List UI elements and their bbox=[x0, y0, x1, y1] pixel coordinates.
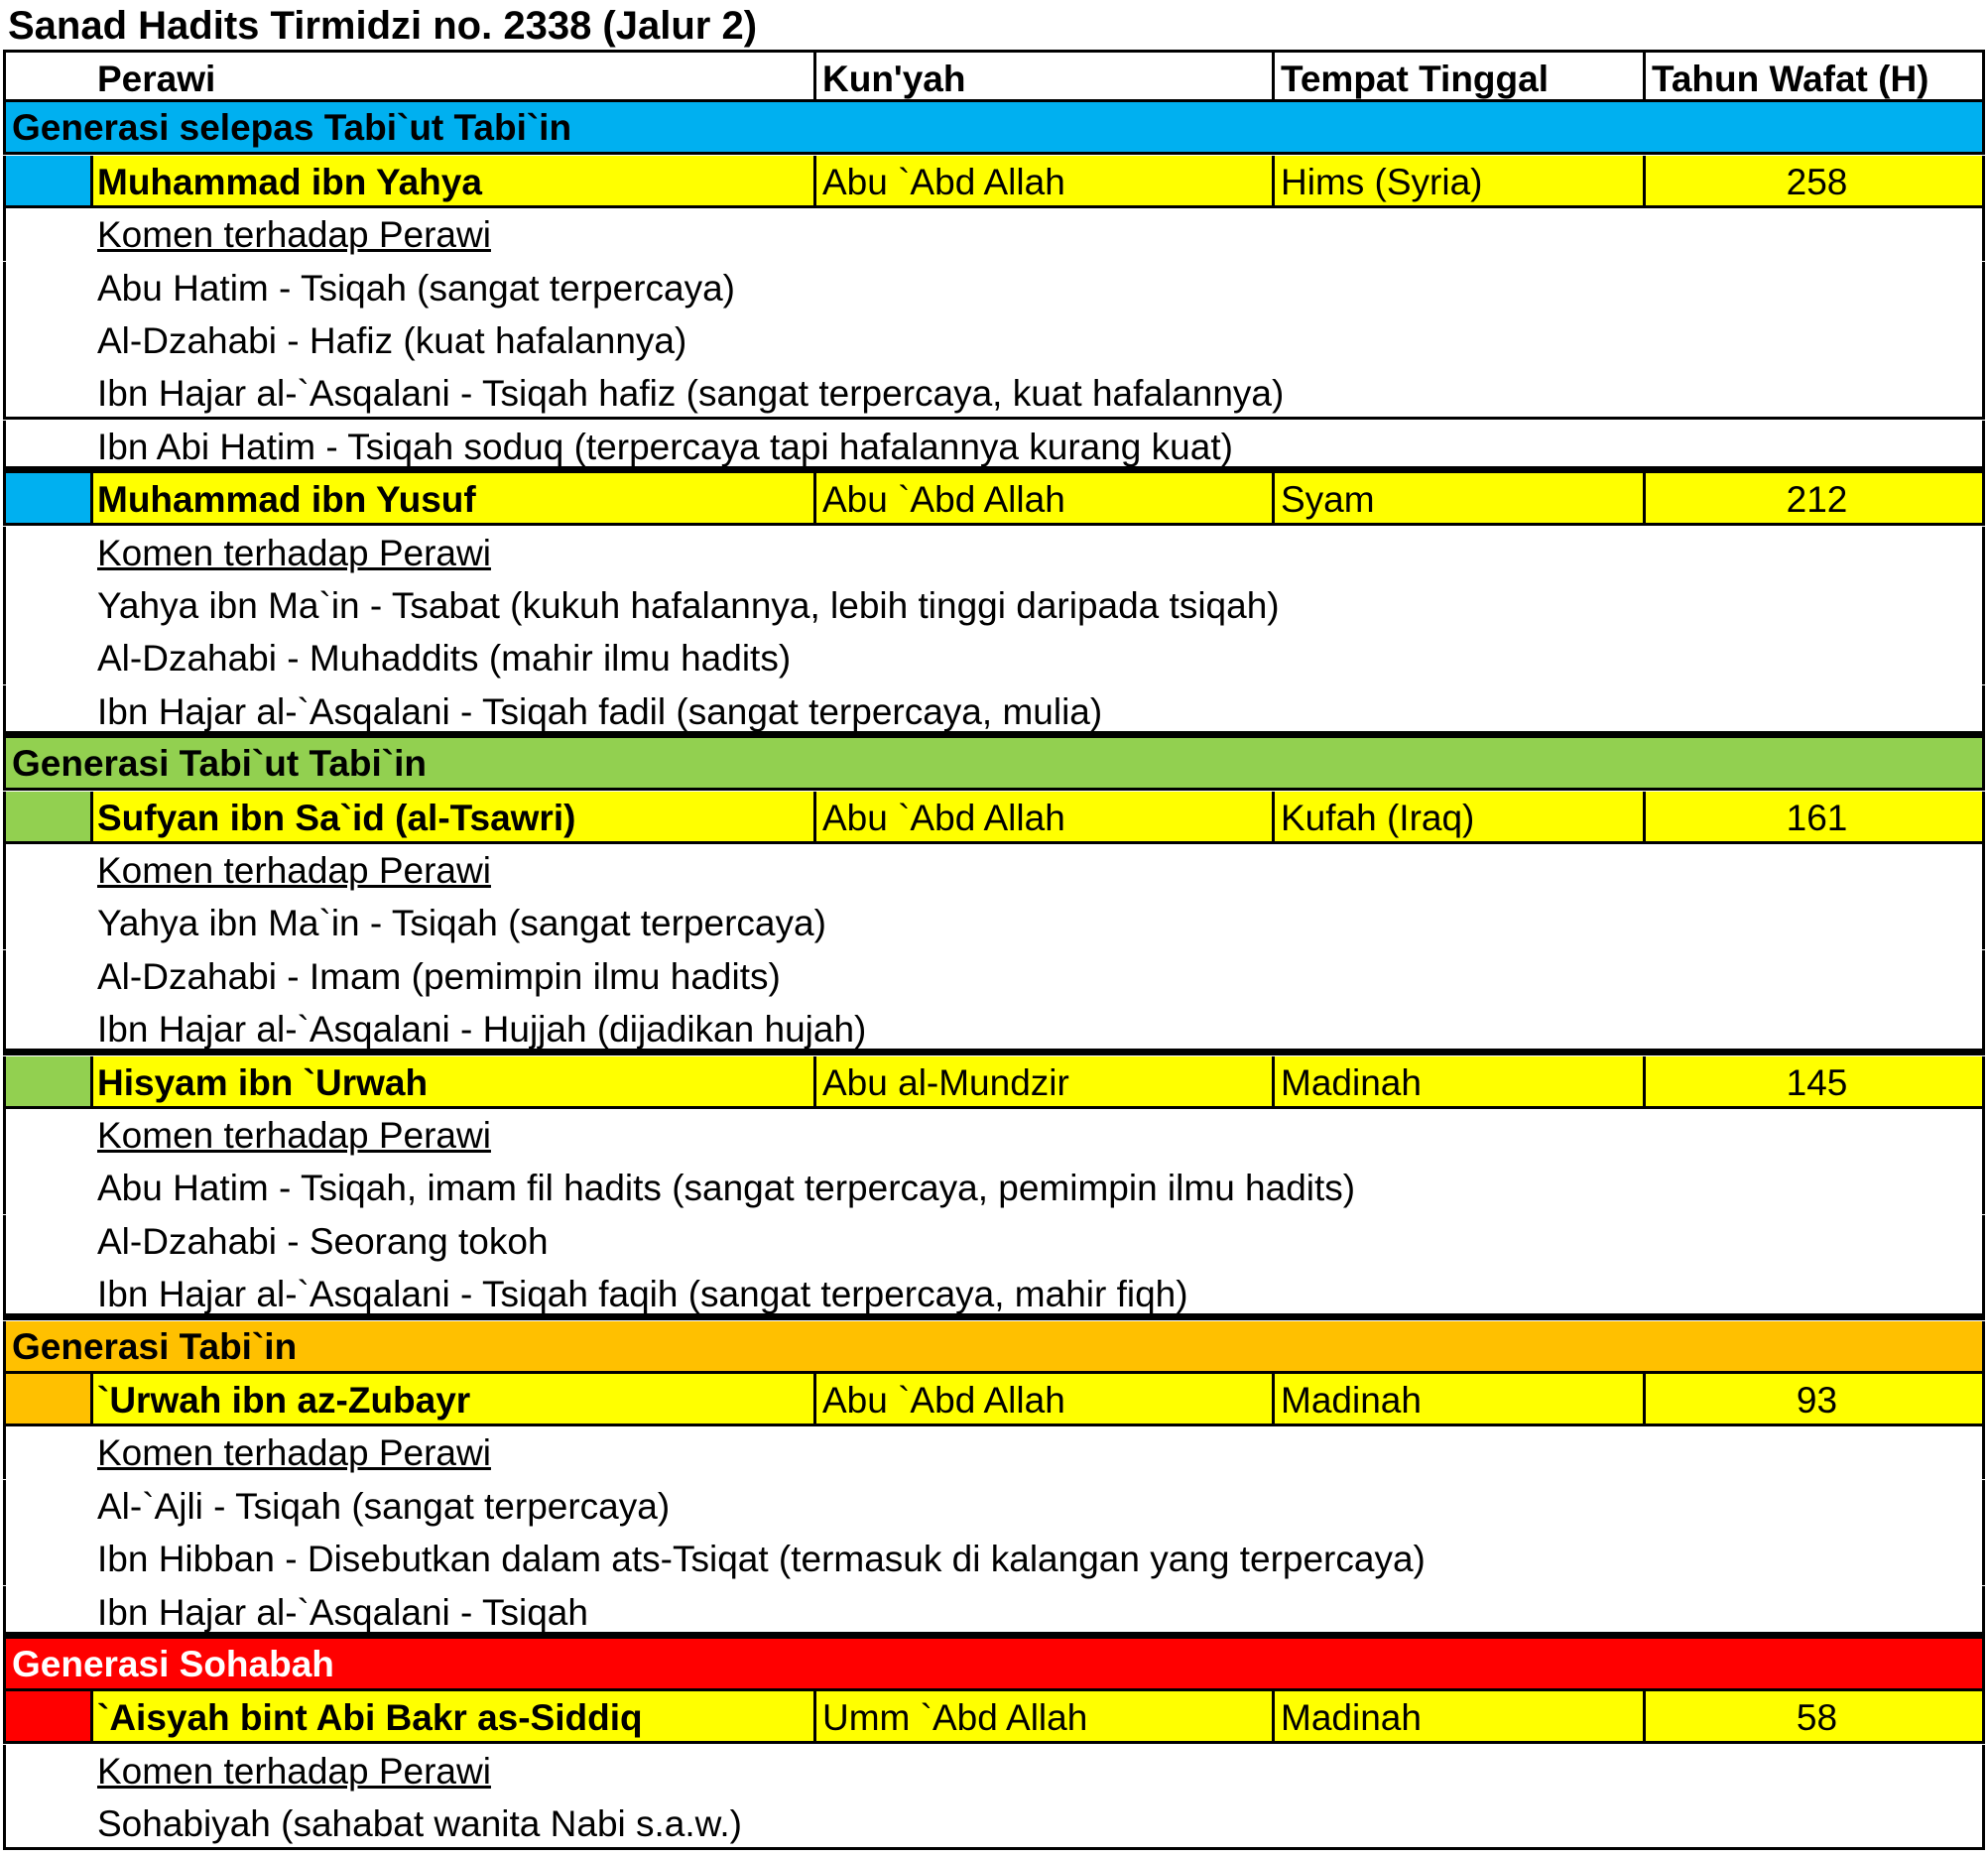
narrator-name: Hisyam ibn `Urwah bbox=[97, 1062, 429, 1103]
comment-text: Al-Dzahabi - Seorang tokoh bbox=[97, 1221, 549, 1262]
comment-heading-row bbox=[3, 1426, 1985, 1479]
narrator-row bbox=[3, 156, 1985, 208]
narrator-name: `Aisyah bint Abi Bakr as-Siddiq bbox=[97, 1697, 643, 1738]
narrator-kunyah: Abu `Abd Allah bbox=[813, 1374, 1272, 1424]
comment-heading-text: Komen terhadap Perawi bbox=[97, 1115, 491, 1156]
comment-row bbox=[3, 1268, 1985, 1320]
narrator-row bbox=[3, 1056, 1985, 1109]
comment-row bbox=[3, 1215, 1985, 1268]
generation-label: Generasi selepas Tabi`ut Tabi`in bbox=[12, 107, 572, 148]
narrator-kunyah: Abu `Abd Allah bbox=[813, 792, 1272, 841]
generation-color-swatch bbox=[6, 1691, 93, 1741]
comment-heading bbox=[93, 1109, 1978, 1162]
narrator-kunyah: Abu `Abd Allah bbox=[813, 156, 1272, 205]
narrator-kunyah: Umm `Abd Allah bbox=[813, 1691, 1272, 1741]
comment-text: Sohabiyah (sahabat wanita Nabi s.a.w.) bbox=[97, 1803, 742, 1844]
narrator-place: Madinah bbox=[1272, 1691, 1643, 1741]
comment-row bbox=[3, 632, 1985, 684]
comment-text: Ibn Hajar al-`Asqalani - Tsiqah hafiz (sangat terpercaya, kuat hafalannya) bbox=[97, 373, 1285, 414]
comment-text: Ibn Hajar al-`Asqalani - Tsiqah fadil (sangat terpercaya, mulia) bbox=[97, 691, 1103, 731]
comment-row bbox=[3, 1162, 1985, 1214]
generation-label: Generasi Tabi`in bbox=[12, 1326, 298, 1367]
comment-text: Al-`Ajli - Tsiqah (sangat terpercaya) bbox=[97, 1486, 671, 1527]
comment-row bbox=[3, 950, 1985, 1003]
page-title: Sanad Hadits Tirmidzi no. 2338 (Jalur 2) bbox=[8, 4, 758, 48]
comment-text: Abu Hatim - Tsiqah, imam fil hadits (sangat terpercaya, pemimpin ilmu hadits) bbox=[97, 1168, 1356, 1208]
comment-text: Al-Dzahabi - Imam (pemimpin ilmu hadits) bbox=[97, 956, 781, 997]
comment-text: Al-Dzahabi - Hafiz (kuat hafalannya) bbox=[97, 320, 687, 361]
comment-text: Abu Hatim - Tsiqah (sangat terpercaya) bbox=[97, 268, 736, 309]
generation-color-swatch bbox=[6, 156, 93, 205]
comment-row bbox=[3, 685, 1985, 738]
generation-label: Generasi Tabi`ut Tabi`in bbox=[12, 743, 428, 784]
generation-color-swatch bbox=[6, 1056, 93, 1106]
comment-text: Ibn Hajar al-`Asqalani - Tsiqah bbox=[97, 1592, 588, 1632]
header-row bbox=[3, 50, 1985, 102]
narrator-death-year: 212 bbox=[1643, 473, 1985, 523]
comment-text: Ibn Abi Hatim - Tsiqah soduq (terpercaya tapi hafalannya kurang kuat) bbox=[97, 427, 1233, 466]
comment-row bbox=[3, 897, 1985, 949]
generation-row bbox=[3, 1321, 1985, 1374]
generation-row bbox=[3, 738, 1985, 791]
comment-row bbox=[3, 1586, 1985, 1639]
narrator-row bbox=[3, 1374, 1985, 1426]
header-kunyah: Kun'yah bbox=[813, 53, 1272, 99]
comment-text: Yahya ibn Ma`in - Tsiqah (sangat terpercaya) bbox=[97, 903, 826, 943]
comment-row bbox=[3, 579, 1985, 632]
comment-text: Yahya ibn Ma`in - Tsabat (kukuh hafalannya, lebih tinggi daripada tsiqah) bbox=[97, 585, 1280, 626]
narrator-name: Muhammad ibn Yusuf bbox=[97, 479, 476, 520]
comment-text: Al-Dzahabi - Muhaddits (mahir ilmu hadits) bbox=[97, 638, 792, 679]
generation-color-swatch bbox=[6, 1374, 93, 1424]
comment-heading-row bbox=[3, 844, 1985, 897]
comment-row bbox=[3, 1533, 1985, 1585]
narrator-place: Madinah bbox=[1272, 1374, 1643, 1424]
narrator-death-year: 161 bbox=[1643, 792, 1985, 841]
comment-row bbox=[3, 262, 1985, 314]
narrator-table bbox=[0, 50, 1988, 1857]
narrator-place: Madinah bbox=[1272, 1056, 1643, 1106]
narrator-row bbox=[3, 1691, 1985, 1744]
comment-heading-row bbox=[3, 527, 1985, 579]
comment-row bbox=[3, 314, 1985, 367]
narrator-death-year: 258 bbox=[1643, 156, 1985, 205]
comment-text: Ibn Hajar al-`Asqalani - Hujjah (dijadikan hujah) bbox=[97, 1009, 867, 1049]
narrator-name: `Urwah ibn az-Zubayr bbox=[97, 1380, 471, 1421]
comment-heading-text: Komen terhadap Perawi bbox=[97, 1751, 491, 1792]
generation-color-swatch bbox=[6, 792, 93, 841]
comment-text: Ibn Hibban - Disebutkan dalam ats-Tsiqat (termasuk di kalangan yang terpercaya) bbox=[97, 1539, 1426, 1579]
narrator-kunyah: Abu `Abd Allah bbox=[813, 473, 1272, 523]
comment-heading-text: Komen terhadap Perawi bbox=[97, 533, 491, 573]
generation-row bbox=[3, 1639, 1985, 1691]
narrator-death-year: 93 bbox=[1643, 1374, 1985, 1424]
narrator-death-year: 145 bbox=[1643, 1056, 1985, 1106]
comment-heading bbox=[93, 844, 1978, 897]
comment-row bbox=[3, 367, 1985, 420]
comment-row bbox=[3, 421, 1985, 473]
comment-heading-text: Komen terhadap Perawi bbox=[97, 1432, 491, 1473]
narrator-row bbox=[3, 792, 1985, 844]
comment-heading-row bbox=[3, 208, 1985, 261]
comment-heading-row bbox=[3, 1109, 1985, 1162]
header-perawi: Perawi bbox=[97, 59, 216, 99]
narrator-kunyah: Abu al-Mundzir bbox=[813, 1056, 1272, 1106]
comment-heading-row bbox=[3, 1745, 1985, 1797]
comment-heading bbox=[93, 527, 1978, 579]
header-tempat-tinggal: Tempat Tinggal bbox=[1272, 53, 1643, 99]
narrator-place: Syam bbox=[1272, 473, 1643, 523]
comment-row bbox=[3, 1003, 1985, 1055]
generation-row bbox=[3, 102, 1985, 155]
generation-label: Generasi Sohabah bbox=[12, 1644, 334, 1684]
comment-heading bbox=[93, 1426, 1978, 1479]
comment-row bbox=[3, 1797, 1985, 1850]
comment-heading bbox=[93, 208, 1978, 261]
narrator-row bbox=[3, 473, 1985, 526]
comment-row bbox=[3, 1480, 1985, 1533]
comment-heading-text: Komen terhadap Perawi bbox=[97, 214, 491, 255]
narrator-place: Hims (Syria) bbox=[1272, 156, 1643, 205]
comment-heading-text: Komen terhadap Perawi bbox=[97, 850, 491, 891]
narrator-name: Muhammad ibn Yahya bbox=[97, 162, 482, 202]
generation-color-swatch bbox=[6, 473, 93, 523]
comment-text: Ibn Hajar al-`Asqalani - Tsiqah faqih (sangat terpercaya, mahir fiqh) bbox=[97, 1274, 1188, 1313]
narrator-death-year: 58 bbox=[1643, 1691, 1985, 1741]
narrator-name: Sufyan ibn Sa`id (al-Tsawri) bbox=[97, 798, 576, 838]
comment-heading bbox=[93, 1745, 1978, 1797]
narrator-place: Kufah (Iraq) bbox=[1272, 792, 1643, 841]
header-tahun-wafat: Tahun Wafat (H) bbox=[1643, 53, 1985, 99]
